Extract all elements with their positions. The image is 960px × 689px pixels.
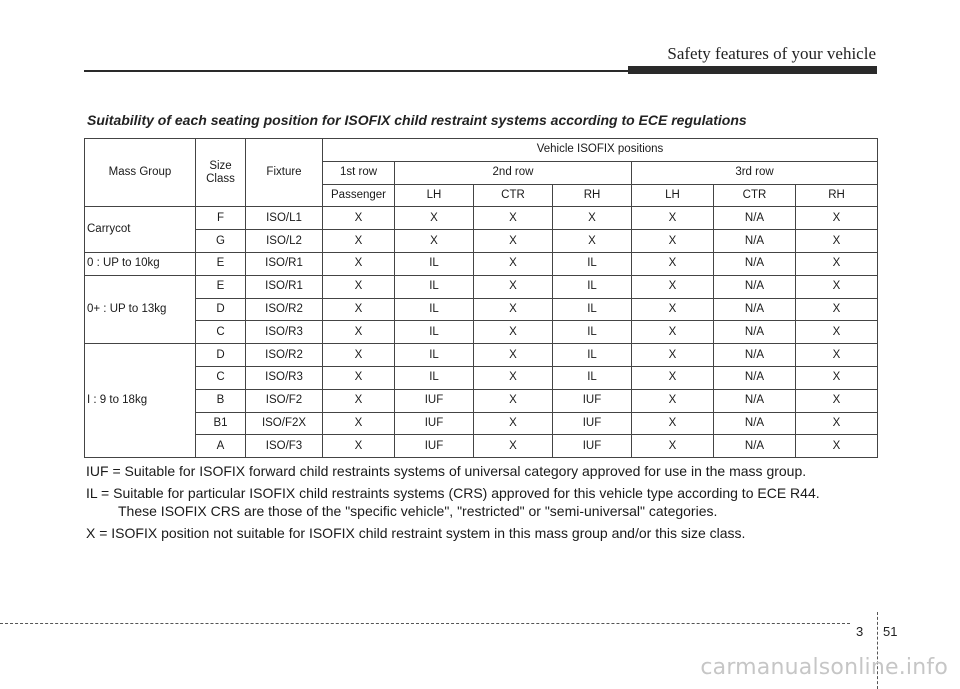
table-cell: X [474, 298, 553, 321]
table-cell: IL [553, 298, 632, 321]
table-cell: N/A [714, 412, 796, 435]
table-cell: X [632, 435, 714, 458]
table-cell: X [632, 389, 714, 412]
header-3rd-row: 3rd row [632, 161, 878, 184]
table-cell: ISO/L1 [246, 207, 323, 230]
table-cell: X [323, 412, 395, 435]
legend-notes [86, 462, 886, 546]
table-row [85, 321, 878, 344]
table-cell: X [323, 435, 395, 458]
table-cell: IL [395, 366, 474, 389]
section-title: Suitability of each seating position for ISOFIX child restraint systems according to ECE regulations [87, 112, 747, 128]
table-cell: IUF [395, 435, 474, 458]
table-cell: X [796, 412, 878, 435]
table-cell: C [196, 366, 246, 389]
table-cell: X [632, 207, 714, 230]
table-cell: X [632, 366, 714, 389]
table-cell: D [196, 298, 246, 321]
header-fixture: Fixture [246, 139, 323, 207]
table-cell: IL [395, 344, 474, 367]
table-cell: D [196, 344, 246, 367]
table-cell: X [632, 230, 714, 253]
table-cell: E [196, 275, 246, 298]
table-cell: IUF [553, 389, 632, 412]
table-cell: ISO/R3 [246, 366, 323, 389]
table-cell: X [474, 230, 553, 253]
table-cell: IL [395, 298, 474, 321]
table-cell: N/A [714, 435, 796, 458]
table-cell: X [632, 275, 714, 298]
table-cell: X [632, 344, 714, 367]
table-row [85, 230, 878, 253]
table-cell: IL [553, 366, 632, 389]
page-header-title: Safety features of your vehicle [667, 44, 876, 63]
header-seat: RH [553, 184, 632, 207]
table-cell: X [632, 412, 714, 435]
header-seat: CTR [714, 184, 796, 207]
table-cell: B1 [196, 412, 246, 435]
table-cell: ISO/F3 [246, 435, 323, 458]
table-cell: X [632, 321, 714, 344]
table-cell: X [632, 298, 714, 321]
table-cell: X [796, 389, 878, 412]
watermark: carmanualsonline.info [700, 655, 948, 680]
table-cell: F [196, 207, 246, 230]
page-number: 51 [883, 624, 898, 639]
table-cell: X [796, 207, 878, 230]
isofix-suitability-table [84, 138, 878, 458]
table-cell: ISO/F2X [246, 412, 323, 435]
table-cell: X [323, 207, 395, 230]
table-cell: X [323, 252, 395, 275]
table-cell: X [796, 366, 878, 389]
chapter-number: 3 [856, 624, 864, 639]
table-cell: ISO/L2 [246, 230, 323, 253]
table-cell: N/A [714, 366, 796, 389]
header-rule-bar [628, 66, 877, 74]
table-cell: IL [553, 344, 632, 367]
table-cell: ISO/R1 [246, 275, 323, 298]
table-cell: X [395, 207, 474, 230]
table-cell: X [323, 366, 395, 389]
table-cell: A [196, 435, 246, 458]
table-cell: X [796, 252, 878, 275]
table-cell: N/A [714, 207, 796, 230]
table-cell: X [796, 230, 878, 253]
table-cell: N/A [714, 344, 796, 367]
table-cell: IL [395, 275, 474, 298]
header-seat: Passenger [323, 184, 395, 207]
header-rule [84, 70, 628, 72]
table-cell: G [196, 230, 246, 253]
table-cell: IUF [395, 389, 474, 412]
table-cell: X [323, 321, 395, 344]
table-cell: X [395, 230, 474, 253]
table-cell: IL [553, 321, 632, 344]
header-seat: RH [796, 184, 878, 207]
table-cell: IUF [553, 412, 632, 435]
table-row [85, 298, 878, 321]
note-x: X = ISOFIX position not suitable for ISOFIX child restraint system in this mass group and/or this size class. [86, 525, 746, 541]
header-seat: CTR [474, 184, 553, 207]
header-mass-group: Mass Group [85, 139, 196, 207]
table-row [85, 366, 878, 389]
table-cell: X [323, 298, 395, 321]
table-row [85, 412, 878, 435]
table-row [85, 389, 878, 412]
table-cell: IL [395, 321, 474, 344]
table-cell: X [323, 230, 395, 253]
table-cell: X [323, 344, 395, 367]
table-cell: X [796, 321, 878, 344]
table-cell: X [553, 230, 632, 253]
table-cell: C [196, 321, 246, 344]
table-cell: ISO/R2 [246, 298, 323, 321]
table-body [85, 139, 878, 458]
table-cell: ISO/R2 [246, 344, 323, 367]
table-cell: X [474, 344, 553, 367]
note-il-line: IL = Suitable for particular ISOFIX child restraints systems (CRS) approved for this vehicle type according to ECE R44. [86, 485, 820, 501]
header-seat: LH [395, 184, 474, 207]
table-cell: ISO/R3 [246, 321, 323, 344]
table-cell: X [632, 252, 714, 275]
table-cell: ISO/F2 [246, 389, 323, 412]
header-vehicle-positions: Vehicle ISOFIX positions [323, 139, 878, 162]
table-row [85, 435, 878, 458]
table-cell: ISO/R1 [246, 252, 323, 275]
note-iuf: IUF = Suitable for ISOFIX forward child restraints systems of universal category approved for use in the mass group. [86, 463, 807, 479]
table-cell: IL [553, 252, 632, 275]
header-size-class: Size Class [196, 139, 246, 207]
table-cell: X [796, 298, 878, 321]
table-cell: IL [553, 275, 632, 298]
table-cell: X [474, 389, 553, 412]
table-cell: X [474, 207, 553, 230]
header-1st-row: 1st row [323, 161, 395, 184]
table-cell: IL [395, 252, 474, 275]
table-cell: X [323, 275, 395, 298]
table-cell: X [474, 435, 553, 458]
mass-group-cell: 0+ : UP to 13kg [85, 275, 196, 343]
table-header-row [85, 139, 878, 162]
table-cell: X [553, 207, 632, 230]
table-cell: E [196, 252, 246, 275]
table-cell: IUF [395, 412, 474, 435]
table-cell: X [474, 275, 553, 298]
mass-group-cell: 0 : UP to 10kg [85, 252, 196, 275]
footer-rule [0, 623, 850, 624]
note-il-continuation: These ISOFIX CRS are those of the "specific vehicle", "restricted" or "semi-universal" categories. [118, 503, 718, 519]
table-row [85, 207, 878, 230]
mass-group-cell: Carrycot [85, 207, 196, 253]
table-cell: IUF [553, 435, 632, 458]
table-row [85, 344, 878, 367]
table-cell: N/A [714, 230, 796, 253]
table-cell: X [796, 275, 878, 298]
header-seat: LH [632, 184, 714, 207]
table-cell: X [474, 366, 553, 389]
table-cell: X [474, 252, 553, 275]
table-cell: X [323, 389, 395, 412]
note-il [86, 484, 886, 520]
table-row [85, 275, 878, 298]
header-2nd-row: 2nd row [395, 161, 632, 184]
table-cell: N/A [714, 321, 796, 344]
table-cell: N/A [714, 252, 796, 275]
table-cell: N/A [714, 298, 796, 321]
table-cell: X [796, 344, 878, 367]
table-cell: N/A [714, 275, 796, 298]
table-cell: X [796, 435, 878, 458]
table-cell: X [474, 412, 553, 435]
mass-group-cell: I : 9 to 18kg [85, 344, 196, 458]
table-row [85, 252, 878, 275]
table-cell: N/A [714, 389, 796, 412]
table-cell: X [474, 321, 553, 344]
table-cell: B [196, 389, 246, 412]
